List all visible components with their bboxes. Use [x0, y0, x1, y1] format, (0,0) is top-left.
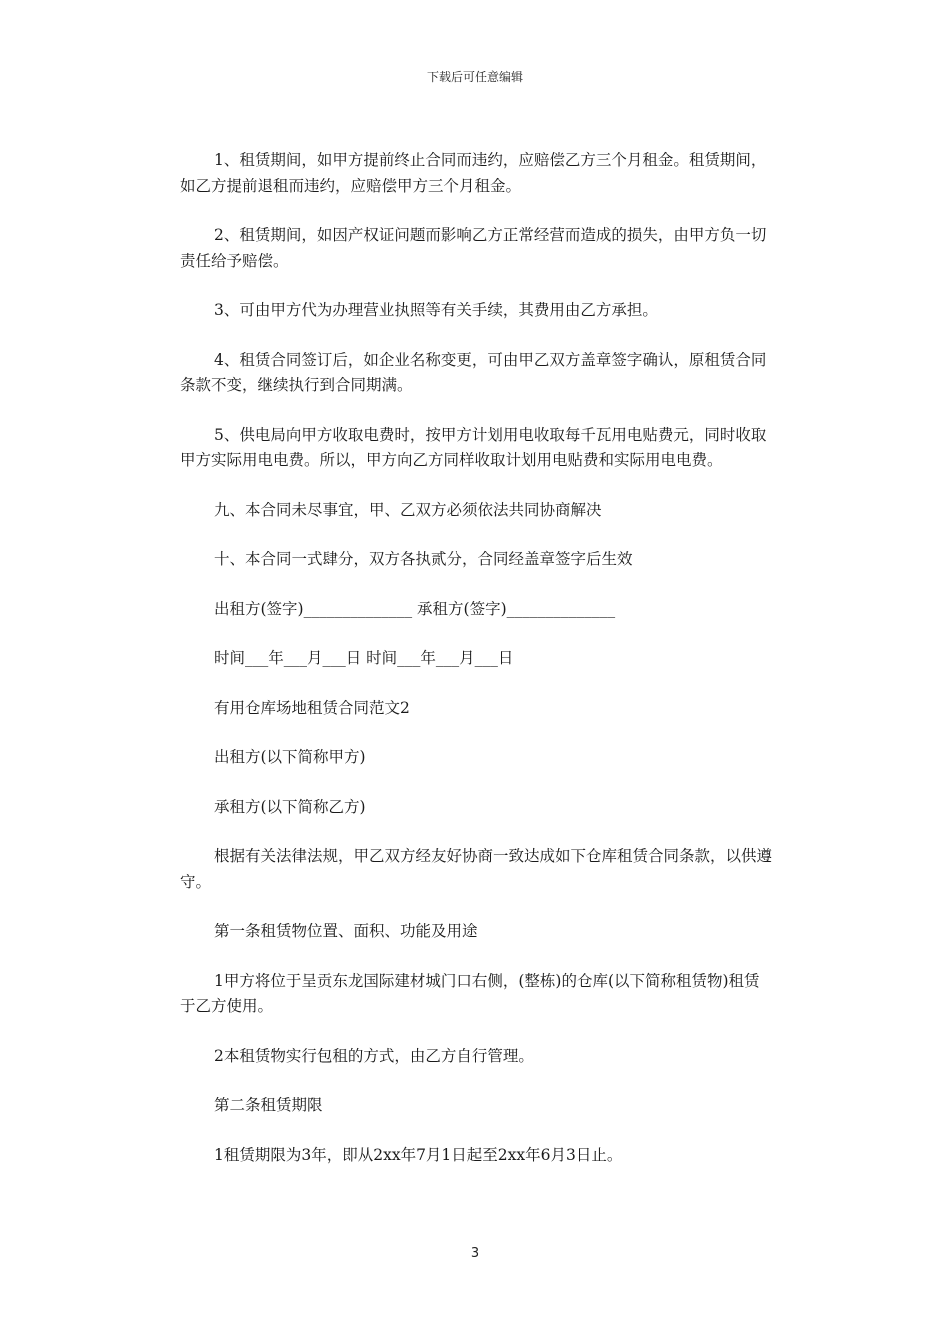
page-number: 3 [470, 1246, 480, 1261]
clause-paragraph: 2本租赁物实行包租的方式，由乙方自行管理。 [214, 1046, 534, 1065]
lessee-line: 承租方(以下简称乙方) [214, 797, 366, 816]
date-line: 时间___年___月___日 时间___年___月___日 [214, 649, 514, 667]
article-paragraph: 十、本合同一式肆分，双方各执贰分，合同经盖章签字后生效 [214, 550, 633, 568]
signature-line: 出租方(签字)______________ 承租方(签字)______________ [214, 599, 616, 618]
clause-paragraph: 1、租赁期间，如甲方提前终止合同而违约，应赔偿乙方三个月租金。租赁期间，如乙方提前退租而违约，应赔偿甲方三个月租金。 [180, 151, 767, 195]
section-title: 有用仓库场地租赁合同范文2 [214, 698, 410, 717]
page-header: 下载后可任意编辑 [426, 70, 523, 84]
article-heading: 第二条租赁期限 [214, 1096, 323, 1114]
lessor-line: 出租方(以下简称甲方) [214, 748, 366, 766]
article-paragraph: 九、本合同未尽事宜，甲、乙双方必须依法共同协商解决 [214, 500, 602, 519]
clause-paragraph: 4、租赁合同签订后，如企业名称变更，可由甲乙双方盖章签字确认，原租赁合同条款不变，继续执行到合同期满。 [180, 350, 767, 394]
clause-paragraph: 2、租赁期间，如因产权证问题而影响乙方正常经营而造成的损失，由甲方负一切责任给予赔偿。 [180, 226, 767, 270]
clause-paragraph: 1租赁期限为3年，即从2xx年7月1日起至2xx年6月3日止。 [214, 1145, 623, 1164]
preamble-paragraph: 根据有关法律法规，甲乙双方经友好协商一致达成如下仓库租赁合同条款，以供遵守。 [180, 847, 773, 891]
clause-paragraph: 5、供电局向甲方收取电费时，按甲方计划用电收取每千瓦用电贴费元，同时收取甲方实际用电电费。所以，甲方向乙方同样收取计划用电贴费和实际用电电费。 [180, 425, 767, 469]
article-heading: 第一条租赁物位置、面积、功能及用途 [214, 922, 478, 940]
document-body [180, 148, 772, 1192]
clause-paragraph: 1甲方将位于呈贡东龙国际建材城门口右侧，(整栋)的仓库(以下简称租赁物)租赁于乙方使用。 [180, 971, 760, 1015]
clause-paragraph: 3、可由甲方代为办理营业执照等有关手续，其费用由乙方承担。 [214, 301, 658, 319]
